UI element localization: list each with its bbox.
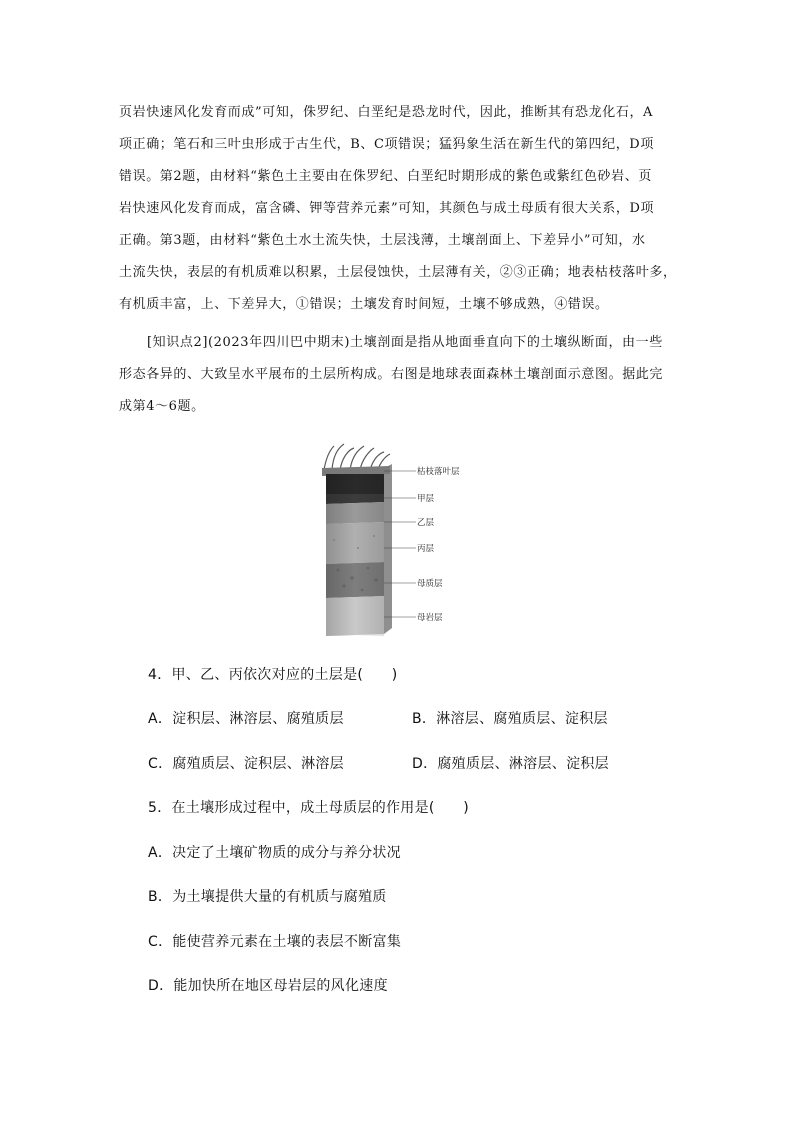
explanation-line: 错误。第2题，由材料“紫色土主要由在侏罗纪、白垩纪时期形成的紫色或紫红色砂岩、页 — [119, 169, 652, 184]
explanation-line: 页岩快速风化发育而成”可知，侏罗纪、白垩纪是恐龙时代，因此，推断其有恐龙化石，A — [119, 105, 654, 120]
question-4-option-c[interactable]: C．腐殖质层、淀积层、淋溶层 — [148, 756, 344, 772]
explanation-line: 土流失快，表层的有机质难以积累，土层侵蚀快，土层薄有关，②③正确；地表枯枝落叶多， — [119, 265, 677, 280]
intro-line: [知识点2](2023年四川巴中期末)土壤剖面是指从地面垂直向下的土壤纵断面，由一些 — [147, 335, 663, 350]
question-5-option-a[interactable]: A．决定了土壤矿物质的成分与养分状况 — [148, 845, 401, 861]
label-bedrock: 母岩层 — [417, 613, 443, 623]
knowledge-point-intro — [119, 327, 681, 423]
question-5-option-d[interactable]: D．能加快所在地区母岩层的风化速度 — [148, 978, 388, 994]
question-5-option-c[interactable]: C．能使营养元素在土壤的表层不断富集 — [148, 934, 402, 950]
question-4-option-d[interactable]: D．腐殖质层、淋溶层、淀积层 — [412, 756, 609, 772]
intro-line: 形态各异的、大致呈水平展布的土层所构成。右图是地球表面森林土壤剖面示意图。据此完 — [119, 367, 664, 382]
label-bing: 丙层 — [417, 544, 435, 554]
question-5-stem: 5．在土壤形成过程中，成土母质层的作用是( ) — [148, 800, 470, 816]
soil-profile-figure — [318, 440, 493, 640]
label-parent-material: 母质层 — [417, 579, 443, 589]
question-5-option-b[interactable]: B．为土壤提供大量的有机质与腐殖质 — [148, 889, 387, 905]
label-jia: 甲层 — [417, 494, 435, 504]
grass-icon — [322, 444, 390, 476]
explanation-line: 岩快速风化发育而成，富含磷、钾等营养元素”可知，其颜色与成土母质有很大关系，D项 — [119, 201, 655, 216]
label-litter: 枯枝落叶层 — [417, 467, 460, 477]
intro-line: 成第4～6题。 — [119, 399, 205, 414]
question-4-option-a[interactable]: A．淀积层、淋溶层、腐殖质层 — [148, 711, 344, 727]
label-yi: 乙层 — [417, 518, 435, 528]
explanation-paragraph — [119, 97, 681, 321]
question-4-option-b[interactable]: B．淋溶层、腐殖质层、淀积层 — [412, 711, 608, 727]
question-4-stem: 4．甲、乙、丙依次对应的土层是( ) — [148, 667, 398, 683]
column-side-face — [384, 464, 392, 634]
explanation-line: 有机质丰富，上、下差异大，①错误；土壤发育时间短，土壤不够成熟，④错误。 — [119, 297, 609, 312]
explanation-line: 正确。第3题，由材料“紫色土水土流失快，土层浅薄，土壤剖面上、下差异小”可知，水 — [119, 233, 646, 248]
explanation-line: 项正确；笔石和三叶虫形成于古生代，B、C项错误；猛犸象生活在新生代的第四纪，D项 — [119, 137, 654, 152]
